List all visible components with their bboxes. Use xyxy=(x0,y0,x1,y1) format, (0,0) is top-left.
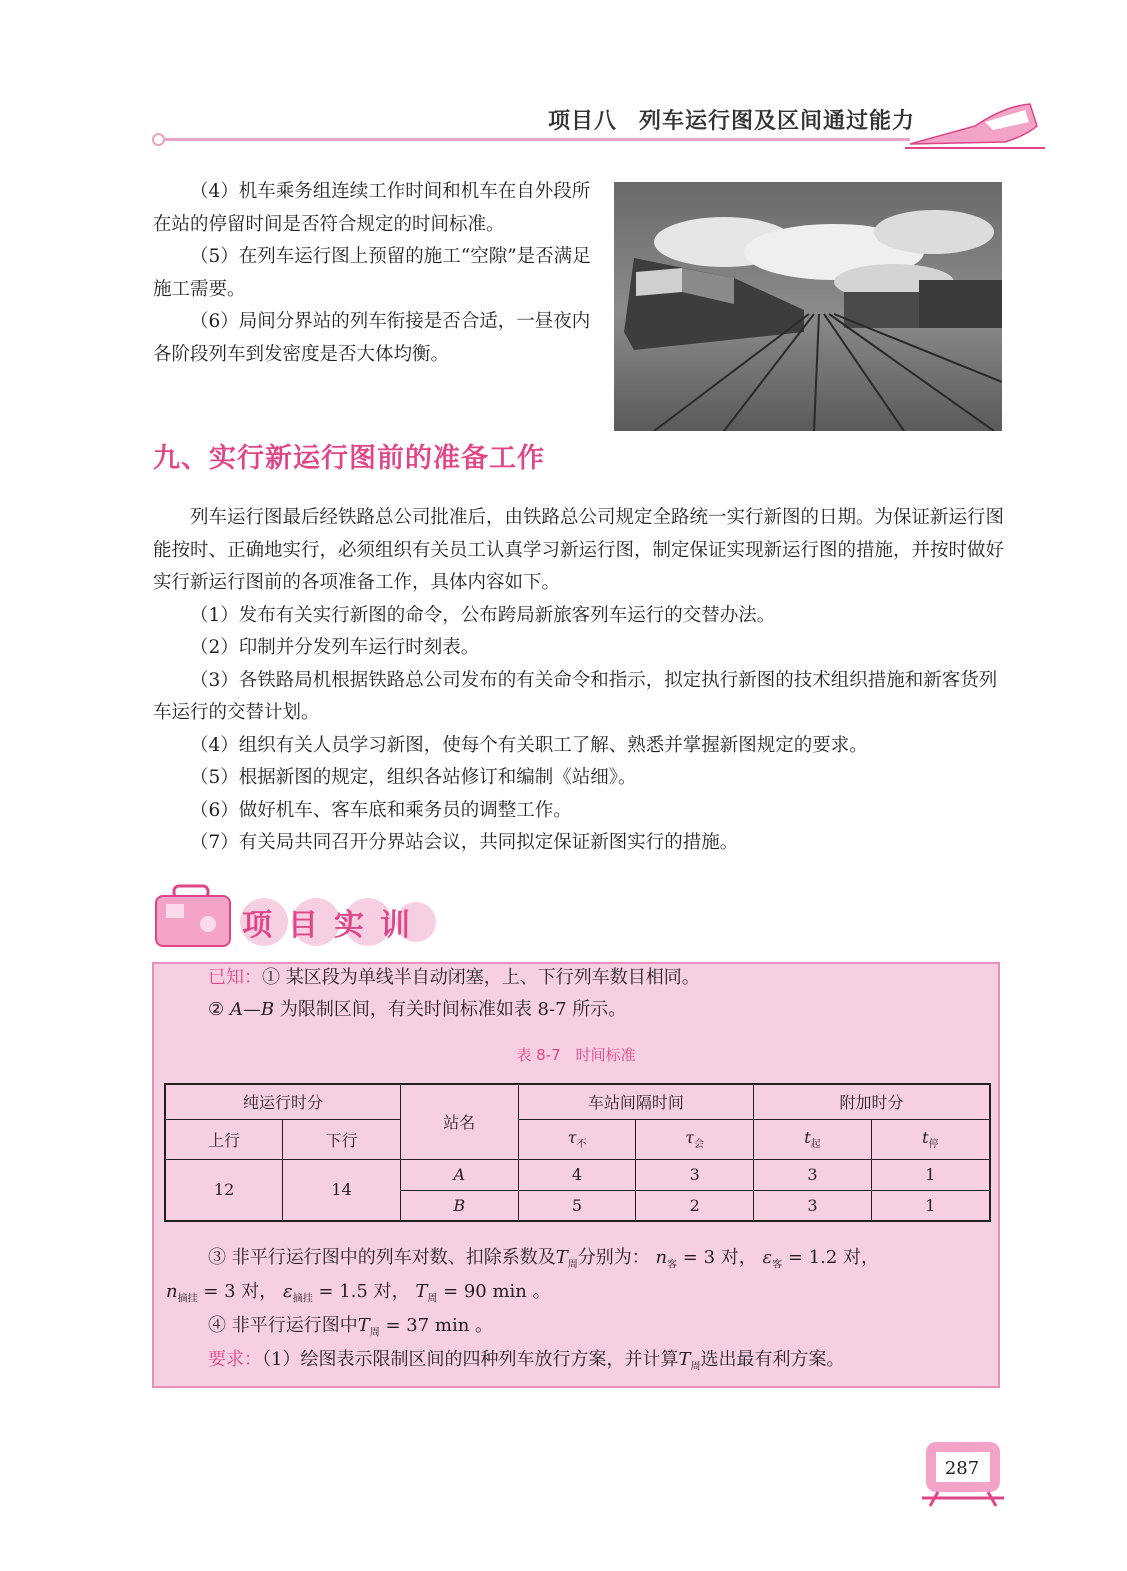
body-item-4: （4）组织有关人员学习新图，使每个有关职工了解、熟悉并掌握新图规定的要求。 xyxy=(190,734,868,756)
training-title: 项目实训 xyxy=(242,908,426,943)
paragraph-5: （5）在列车运行图上预留的施工“空隙”是否满足施工需要。 xyxy=(153,246,591,300)
time-standard-table xyxy=(164,1083,991,1222)
known-line-3b: $n_{摘挂} = 3$ 对， $\varepsilon_{摘挂} = 1.5$ 对， $T_周 = 90$ min 。 xyxy=(166,1281,551,1305)
body-paragraphs xyxy=(153,502,1008,860)
header-t-qi: $t_起$ xyxy=(754,1119,872,1159)
header-project: 项目八 xyxy=(548,109,618,134)
cell-value: 2 xyxy=(636,1190,754,1221)
header-pure-run: 纯运行时分 xyxy=(165,1084,400,1119)
suitcase-icon xyxy=(152,884,237,950)
header-t-ting: $t_停$ xyxy=(871,1119,990,1159)
cell-up-time: 12 xyxy=(165,1159,283,1221)
known-line-4: ④ 非平行运行图中$T_周 = 37$ min 。 xyxy=(208,1315,494,1339)
known-label: 已知： xyxy=(208,967,262,988)
top-paragraphs xyxy=(153,176,599,371)
header-tau-hui: $\tau_会$ xyxy=(636,1119,754,1159)
table-row xyxy=(165,1159,990,1190)
cell-value: 1 xyxy=(871,1159,990,1190)
cell-station: A xyxy=(400,1159,518,1190)
header-down: 下行 xyxy=(283,1119,401,1159)
paragraph-6: （6）局间分界站的列车衔接是否合适，一昼夜内各阶段列车到发密度是否大体均衡。 xyxy=(153,311,591,365)
cell-value: 3 xyxy=(754,1190,872,1221)
header-rule xyxy=(160,138,910,141)
body-item-2: （2）印制并分发列车运行时刻表。 xyxy=(190,637,480,658)
cell-value: 4 xyxy=(518,1159,636,1190)
station-b: B xyxy=(260,999,275,1020)
body-item-5: （5）根据新图的规定，组织各站修订和编制《站细》。 xyxy=(190,767,637,788)
header-tau-bu: $\tau_不$ xyxy=(518,1119,636,1159)
paragraph-4: （4）机车乘务组连续工作时间和机车在自外段所在站的停留时间是否符合规定的时间标准。 xyxy=(153,181,591,235)
cell-value: 1 xyxy=(871,1190,990,1221)
known-line-2: ② A—B 为限制区间，有关时间标准如表 8-7 所示。 xyxy=(208,999,627,1020)
table-caption: 表 8-7 时间标准 xyxy=(516,1046,636,1064)
body-item-1: （1）发布有关实行新图的命令，公布跨局新旅客列车运行的交替办法。 xyxy=(190,604,776,626)
body-intro: 列车运行图最后经铁路总公司批准后，由铁路总公司规定全路统一实行新图的日期。为保证新运行图能按时、正确地实行，必须组织有关员工认真学习新运行图，制定保证实现新运行图的措施，并按时做好实行新运行图前的各项准备工作，具体内容如下。 xyxy=(153,507,1005,593)
header-rule-dot xyxy=(152,133,165,146)
header-interval: 车站间隔时间 xyxy=(518,1084,753,1119)
train-header-icon xyxy=(905,96,1055,156)
known-line-3: ③ 非平行运行图中的列车对数、扣除系数及$T_周$分别为： $n_客 = 3$ 对， $\varepsilon_客 = 1.2$ 对， xyxy=(208,1247,880,1271)
header-title: 列车运行图及区间通过能力 xyxy=(639,109,916,134)
header-station: 站名 xyxy=(400,1084,518,1159)
known-line-1 xyxy=(208,962,700,994)
cell-down-time: 14 xyxy=(283,1159,401,1221)
body-item-7: （7）有关局共同召开分界站会议，共同拟定保证新图实行的措施。 xyxy=(190,832,739,853)
railway-photo xyxy=(614,182,1002,431)
requirement-label: 要求： xyxy=(208,1349,262,1370)
cell-station: B xyxy=(400,1190,518,1221)
section-heading: 九、实行新运行图前的准备工作 xyxy=(153,443,545,474)
known-item-1: ① 某区段为单线半自动闭塞，上、下行列车数目相同。 xyxy=(262,967,700,988)
page-number: 287 xyxy=(944,1458,980,1479)
body-item-6: （6）做好机车、客车底和乘务员的调整工作。 xyxy=(190,799,572,821)
requirement-line: 要求：（1）绘图表示限制区间的四种列车放行方案，并计算$T_周$选出最有利方案。 xyxy=(208,1349,845,1373)
cell-value: 3 xyxy=(636,1159,754,1190)
body-item-3: （3）各铁路局机根据铁路总公司发布的有关命令和指示，拟定执行新图的技术组织措施和新客货列车运行的交替计划。 xyxy=(153,669,998,723)
header-up: 上行 xyxy=(165,1119,283,1159)
station-a: A xyxy=(229,999,243,1020)
cell-value: 3 xyxy=(754,1159,872,1190)
header-extra: 附加时分 xyxy=(754,1084,990,1119)
cell-value: 5 xyxy=(518,1190,636,1221)
chapter-header xyxy=(548,104,915,135)
